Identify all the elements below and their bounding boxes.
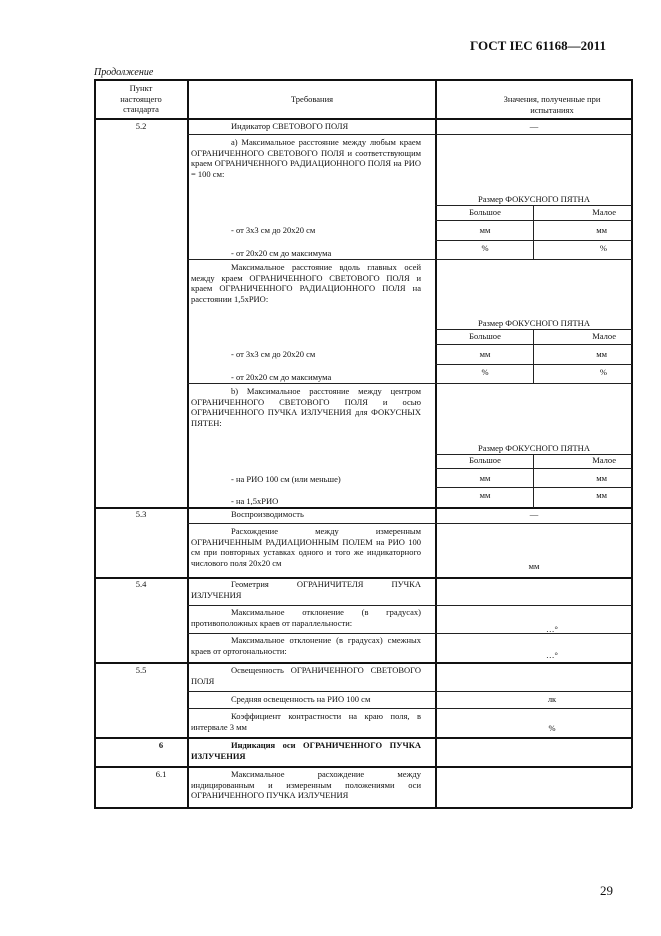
small-label: Малое (592, 331, 616, 341)
req-5-2-b: b) Максимальное расстояние между центром ОГРАНИЧЕННОГО СВЕТОВОГО ПОЛЯ и осью ОГРАНИЧЕННОГО ПУЧКА ИЗЛУЧЕНИЯ для ФОКУСНЫХ ПЯТЕН: (191, 386, 421, 428)
req-5-4-b: Максимальное отклонение (в градусах) смежных краев от ортогональности: (191, 635, 421, 656)
unit-cell: мм (596, 473, 607, 483)
unit-cell: мм (596, 225, 607, 235)
clause-5-2: 5.2 (135, 121, 147, 131)
unit-cell: мм (479, 349, 491, 359)
unit-cell: мм (596, 490, 607, 500)
req-5-5-a: Средняя освещенность на РИО 100 см (231, 694, 371, 704)
column-header-clause: Пункт настоящего стандарта (120, 83, 162, 114)
column-header-values: Значения, полученные при испытаниях (503, 94, 601, 115)
req-5-2-a-line2: - от 20x20 см до максимума (231, 248, 332, 258)
unit-cell: % (599, 367, 607, 377)
req-light-field-indicator: Индикатор СВЕТОВОГО ПОЛЯ (231, 121, 349, 131)
unit-cell: мм (479, 490, 491, 500)
req-reproducibility: Воспроизводимость (231, 509, 304, 519)
small-label: Малое (592, 207, 616, 217)
req-5-2-b-line2: - на 1,5хРИО (231, 496, 279, 506)
small-label: Малое (592, 455, 616, 465)
large-label: Большое (469, 207, 501, 217)
unit-cell: мм (528, 561, 540, 571)
req-5-4-a: Максимальное отклонение (в градусах) противоположных краев от параллельности: (191, 607, 421, 628)
continuation-label: Продолжение (94, 67, 154, 78)
req-beam-limiter-geometry: Геометрия ОГРАНИЧИТЕЛЯ ПУЧКА ИЗЛУЧЕНИЯ (191, 579, 421, 600)
req-5-2-a-line1: - от 3x3 см до 20x20 см (231, 225, 316, 235)
focal-spot-size-label: Размер ФОКУСНОГО ПЯТНА (478, 318, 590, 328)
unit-cell: мм (479, 473, 491, 483)
unit-cell: % (481, 243, 489, 253)
clause-6-1: 6.1 (155, 769, 167, 779)
focal-spot-size-label: Размер ФОКУСНОГО ПЯТНА (478, 443, 590, 453)
clause-6: 6 (158, 740, 164, 750)
val-5-2: — (529, 121, 539, 131)
unit-cell: мм (596, 349, 607, 359)
document-code: ГОСТ IEC 61168—2011 (470, 38, 606, 53)
unit-cell: …° (546, 624, 558, 634)
unit-cell: % (599, 243, 607, 253)
val-5-3: — (529, 509, 539, 519)
clause-5-4: 5.4 (135, 579, 147, 589)
clause-5-5: 5.5 (135, 665, 147, 675)
unit-cell: % (548, 723, 556, 733)
column-header-requirements: Требования (290, 94, 334, 104)
req-5-2-b-line1: - на РИО 100 см (или меньше) (231, 474, 341, 484)
large-label: Большое (469, 455, 501, 465)
clause-5-3: 5.3 (135, 509, 147, 519)
unit-cell: …° (546, 650, 558, 660)
req-beam-axis-indication: Индикация оси ОГРАНИЧЕННОГО ПУЧКА ИЗЛУЧЕНИЯ (191, 740, 421, 761)
unit-cell: лк (547, 694, 557, 704)
unit-cell: мм (479, 225, 491, 235)
unit-cell: % (481, 367, 489, 377)
req-5-2-a2-line2: - от 20x20 см до максимума (231, 372, 332, 382)
req-5-5-b: Коэффициент контрастности на краю поля, в интервале 3 мм (191, 711, 421, 732)
req-6-1: Максимальное расхождение между индицированным и измеренным положениями оси ОГРАНИЧЕННОГО ПУЧКА ИЗЛУЧЕНИЯ (191, 769, 421, 800)
req-light-field-illuminance: Освещенность ОГРАНИЧЕННОГО СВЕТОВОГО ПОЛЯ (191, 665, 421, 686)
req-5-3-a: Расхождение между измеренным ОГРАНИЧЕННЫМ РАДИАЦИОННЫМ ПОЛЕМ на РИО 100 см при повторных уставках одного и того же индикаторного числового поля 20x20 см (191, 526, 421, 568)
focal-spot-size-label: Размер ФОКУСНОГО ПЯТНА (478, 194, 590, 204)
large-label: Большое (469, 331, 501, 341)
page-number: 29 (600, 883, 613, 898)
req-5-2-a2-line1: - от 3x3 см до 20x20 см (231, 349, 316, 359)
req-5-2-a: а) Максимальное расстояние между любым краем ОГРАНИЧЕННОГО СВЕТОВОГО ПОЛЯ и соответствующим краем ОГРАНИЧЕННОГО РАДИАЦИОННОГО ПОЛЯ на РИО = 100 см: (191, 137, 421, 179)
req-5-2-a2: Максимальное расстояние вдоль главных осей между краем ОГРАНИЧЕННОГО СВЕТОВОГО ПОЛЯ и краем ОГРАНИЧЕННОГО РАДИАЦИОННОГО ПОЛЯ на расстоянии 1,5хРИО: (191, 262, 421, 304)
